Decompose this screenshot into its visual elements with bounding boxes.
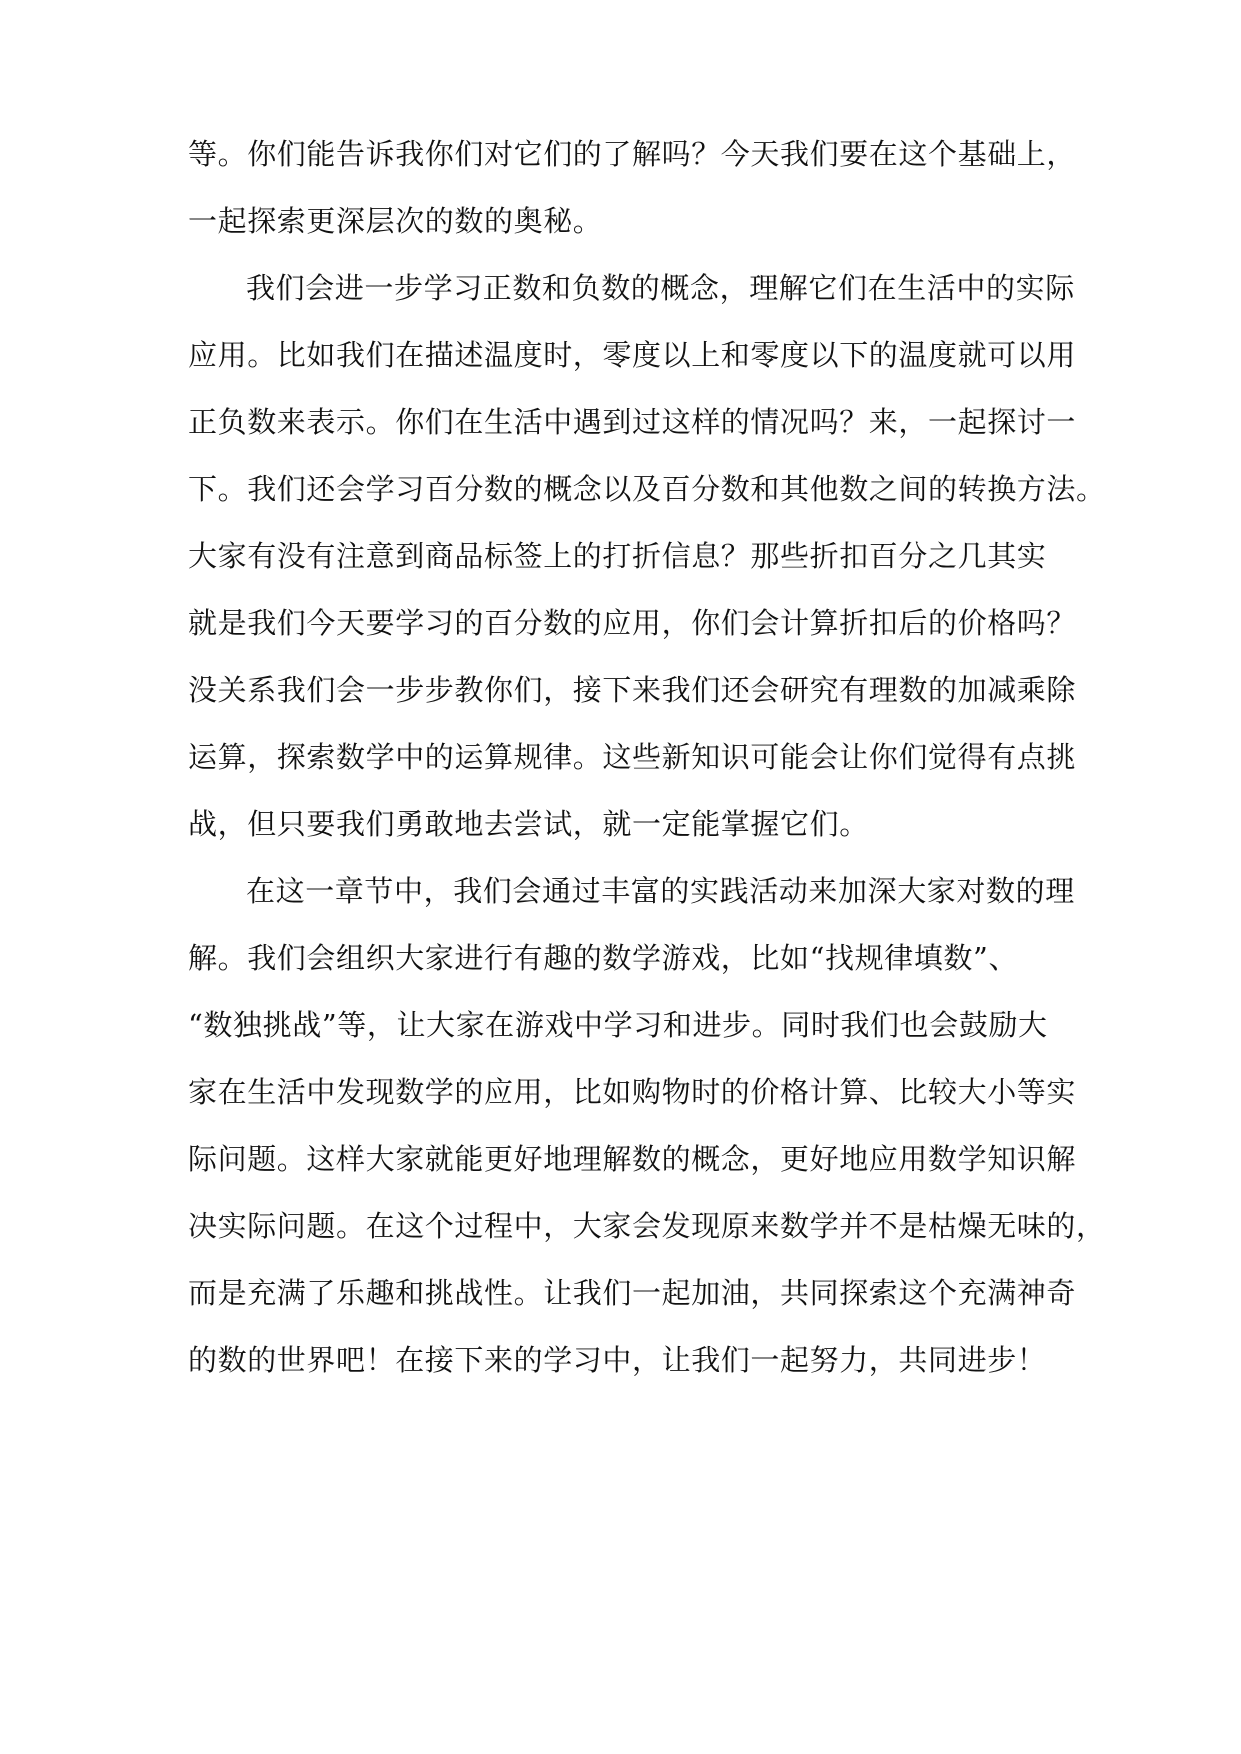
- text-line: “数独挑战”等，让大家在游戏中学习和进步。同时我们也会鼓励大: [188, 1008, 1048, 1042]
- text-line: 等。你们能告诉我你们对它们的了解吗？今天我们要在这个基础上，: [188, 137, 1077, 171]
- text-line: 决实际问题。在这个过程中，大家会发现原来数学并不是枯燥无味的，: [188, 1209, 1106, 1243]
- text-line: 正负数来表示。你们在生活中遇到过这样的情况吗？来，一起探讨一: [188, 405, 1077, 439]
- paragraph-start-line: 在这一章节中，我们会通过丰富的实践活动来加深大家对数的理: [246, 874, 1075, 908]
- text-line: 家在生活中发现数学的应用，比如购物时的价格计算、比较大小等实: [188, 1075, 1077, 1109]
- text-line: 大家有没有注意到商品标签上的打折信息？那些折扣百分之几其实: [188, 539, 1047, 573]
- text-line: 战，但只要我们勇敢地去尝试，就一定能掌握它们。: [188, 807, 869, 841]
- text-line: 应用。比如我们在描述温度时，零度以上和零度以下的温度就可以用: [188, 338, 1077, 372]
- text-line: 没关系我们会一步步教你们，接下来我们还会研究有理数的加减乘除: [188, 673, 1077, 707]
- text-line: 际问题。这样大家就能更好地理解数的概念，更好地应用数学知识解: [188, 1142, 1077, 1176]
- text-line: 一起探索更深层次的数的奥秘。: [188, 204, 603, 238]
- text-line: 的数的世界吧！在接下来的学习中，让我们一起努力，共同进步！: [188, 1343, 1047, 1377]
- paragraph-start-line: 我们会进一步学习正数和负数的概念，理解它们在生活中的实际: [246, 271, 1075, 305]
- text-line: 解。我们会组织大家进行有趣的数学游戏，比如“找规律填数”、: [188, 941, 1019, 975]
- text-line: 运算，探索数学中的运算规律。这些新知识可能会让你们觉得有点挑: [188, 740, 1077, 774]
- text-line: 而是充满了乐趣和挑战性。让我们一起加油，共同探索这个充满神奇: [188, 1276, 1077, 1310]
- text-line: 就是我们今天要学习的百分数的应用，你们会计算折扣后的价格吗？: [188, 606, 1077, 640]
- text-line: 下。我们还会学习百分数的概念以及百分数和其他数之间的转换方法。: [188, 472, 1106, 506]
